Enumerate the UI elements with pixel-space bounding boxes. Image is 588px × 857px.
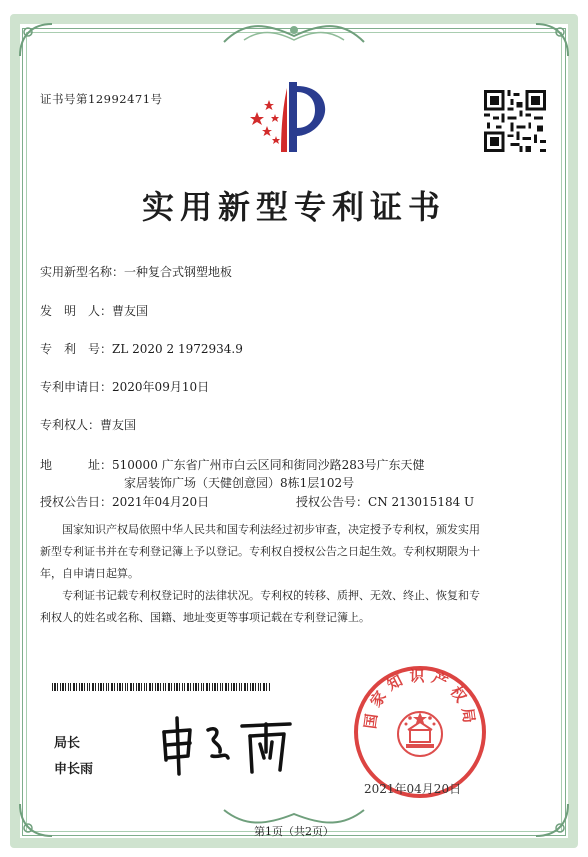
official-seal — [350, 660, 490, 800]
page-footer: 第1页（共2页） — [254, 825, 334, 838]
signatory-title: 局长 — [54, 736, 81, 751]
field-address — [40, 456, 425, 473]
barcode-icon — [52, 683, 270, 691]
legal-status-line: 专利证书记载专利权登记时的法律状况。专利权的转移、质押、无效、终止、恢复和专 — [62, 589, 480, 602]
field-value: 2020年09月10日 — [112, 380, 210, 394]
field-label: 授权公告号： — [296, 495, 369, 509]
field-inventor — [40, 302, 148, 319]
field-address-line2 — [124, 474, 354, 491]
grant-statement-line: 国家知识产权局依照中华人民共和国专利法经过初步审查，决定授予专利权，颁发实用 — [62, 523, 480, 536]
field-label: 实用新型名称： — [40, 265, 125, 279]
field-announcement-date — [40, 493, 209, 510]
field-value: ZL 2020 2 1972934.9 — [112, 342, 243, 356]
field-label: 授权公告日： — [40, 495, 113, 509]
corner-ornament-tl — [16, 20, 56, 60]
field-value: 曹友国 — [112, 304, 149, 318]
certificate-title: 实用新型专利证书 — [141, 188, 446, 226]
field-label: 专利申请日： — [40, 380, 113, 394]
grant-statement — [40, 519, 552, 585]
field-value: 一种复合式钢塑地板 — [124, 265, 233, 279]
field-value: CN 213015184 U — [368, 495, 475, 509]
legal-status-statement — [40, 585, 552, 629]
qr-code-icon — [484, 90, 546, 152]
field-filing-date — [40, 378, 209, 395]
field-value: 510000 广东省广州市白云区同和街同沙路283号广东天健 — [112, 458, 425, 472]
field-value: 家居装饰广场（天健创意园）8栋1层102号 — [124, 476, 355, 490]
legal-status-line: 利权人的姓名或名称、国籍、地址变更等事项记载在专利登记簿上。 — [40, 611, 370, 624]
field-announcement-number — [296, 493, 474, 510]
certificate-number: 证书号第12992471号 — [40, 92, 163, 106]
field-label: 发 明 人： — [40, 304, 113, 318]
field-label: 专利权人： — [40, 418, 101, 432]
corner-ornament-tr — [532, 20, 572, 60]
field-value: 曹友国 — [100, 418, 137, 432]
grant-statement-line: 年，自申请日起算。 — [40, 567, 139, 580]
seal-date: 2021年04月20日 — [364, 782, 462, 796]
field-patentee — [40, 416, 136, 433]
field-label: 地 址： — [40, 458, 113, 472]
top-ornament — [214, 18, 374, 48]
field-patent-number — [40, 340, 243, 357]
cnipa-logo-icon — [243, 78, 333, 156]
grant-statement-line: 新型专利证书并在专利登记簿上予以登记。专利权自授权公告之日起生效。专利权期限为十 — [40, 545, 480, 558]
signatory-name: 申长雨 — [54, 762, 94, 777]
seal-text: 国家知识产权局 — [361, 666, 479, 730]
handwritten-signature — [150, 712, 300, 778]
field-label: 专 利 号： — [40, 342, 113, 356]
field-utility-model-name — [40, 263, 232, 280]
field-value: 2021年04月20日 — [112, 495, 210, 509]
